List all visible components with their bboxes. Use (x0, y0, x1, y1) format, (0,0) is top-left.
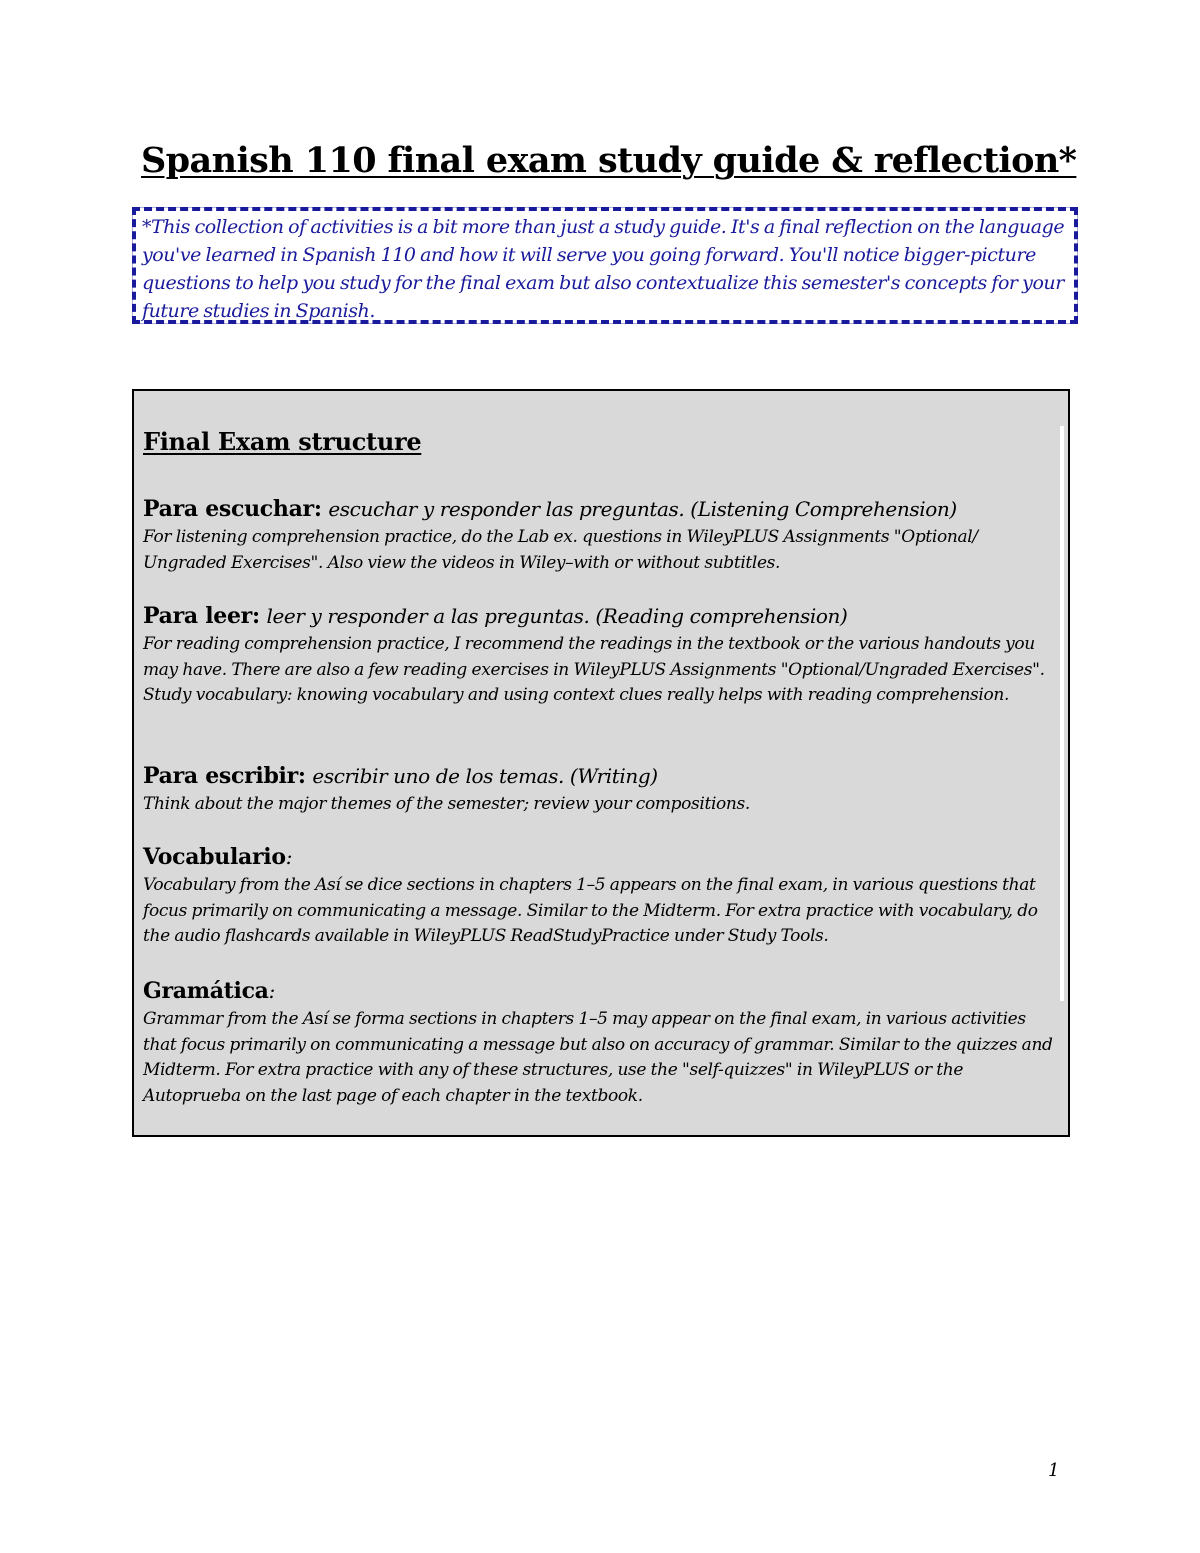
section-label-reading: Para leer: (143, 603, 260, 629)
section-subtitle-vocabulary: : (285, 845, 293, 869)
page-title: Spanish 110 final exam study guide & reflection* (141, 140, 1077, 181)
section-body-reading: For reading comprehension practice, I recommend the readings in the textbook or the various handouts you may have. There are also a few reading exercises in WileyPLUS Assignments "Optional/Ungraded Exercises". Study vocabulary: knowing vocabulary and using context clues really helps with reading comprehension. (143, 634, 1045, 705)
section-label-grammar: Gramática (143, 978, 269, 1004)
section-body-listening: For listening comprehension practice, do the Lab ex. questions in WileyPLUS Assignments "Optional/ Ungraded Exercises". Also view the videos in Wiley–with or without subtitles. (143, 527, 978, 573)
section-label-vocabulary: Vocabulario (143, 844, 286, 870)
section-body-writing: Think about the major themes of the semester; review your compositions. (143, 794, 750, 814)
structure-heading: Final Exam structure (143, 427, 422, 456)
section-subtitle-writing: escribir uno de los temas. (Writing) (312, 764, 658, 788)
exam-structure-box (132, 389, 1070, 1137)
section-subtitle-listening: escuchar y responder las preguntas. (Listening Comprehension) (328, 497, 957, 521)
intro-text: *This collection of activities is a bit more than just a study guide. It's a final reflection on the language you've learned in Spanish 110 and how it will serve you going forward. You'll notice bigger-picture questions to help you study for the final exam but also contextualize this semester's concepts for your future studies in Spanish. (142, 216, 1065, 322)
section-body-vocabulary: Vocabulary from the Así se dice sections in chapters 1–5 appears on the final exam, in various questions that focus primarily on communicating a message. Similar to the Midterm. For extra practice with vocabulary, do the audio flashcards available in WileyPLUS ReadStudyPractice under Study Tools. (143, 875, 1038, 946)
section-vocabulary (143, 842, 1063, 950)
section-body-grammar: Grammar from the Así se forma sections in chapters 1–5 may appear on the final exam, in various activities that focus primarily on communicating a message but also on accuracy of grammar. Similar to the quizzes and Midterm. For extra practice with any of these structures, use the "self-quizzes" in WileyPLUS or the Autoprueba on the last page of each chapter in the textbook. (143, 1009, 1053, 1106)
section-grammar (143, 976, 1063, 1109)
section-listening (143, 494, 1063, 576)
intro-callout-box (132, 207, 1078, 324)
section-subtitle-grammar: : (268, 979, 275, 1003)
section-writing (143, 761, 1063, 818)
section-reading (143, 601, 1063, 709)
section-label-listening: Para escuchar: (143, 496, 322, 522)
section-subtitle-reading: leer y responder a las preguntas. (Reading comprehension) (266, 604, 848, 628)
page-number: 1 (1048, 1460, 1060, 1481)
section-label-writing: Para escribir: (143, 763, 306, 789)
